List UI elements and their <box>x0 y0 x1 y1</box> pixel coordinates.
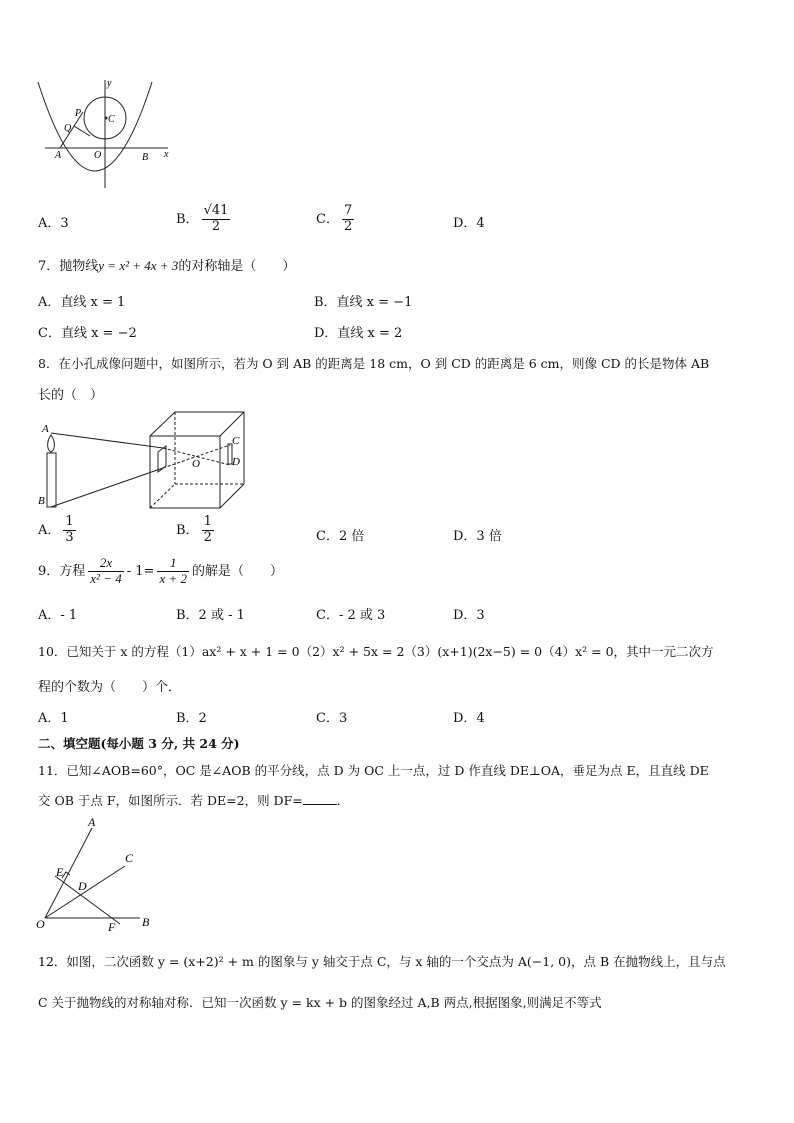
label-o: O <box>192 458 200 470</box>
label-p: P <box>75 108 82 119</box>
label-b: B <box>142 915 150 929</box>
q10-option-d[interactable]: D．4 <box>453 711 485 726</box>
label-b: B <box>38 495 45 507</box>
q7-option-a[interactable]: A．直线 x = 1 <box>38 295 126 310</box>
label-a: A <box>42 423 49 435</box>
q10-option-b[interactable]: B．2 <box>176 711 207 726</box>
q10-option-a[interactable]: A．1 <box>38 711 69 726</box>
label-o: O <box>36 917 45 931</box>
q8-stem-line1: 8．在小孔成像问题中，如图所示，若为 O 到 AB 的距离是 18 cm，O 到 CD 的距离是 6 cm，则像 CD 的长是物体 AB <box>38 356 710 371</box>
label-c: C <box>232 435 240 447</box>
label-d: D <box>232 456 240 468</box>
label-f: F <box>108 920 116 934</box>
label-a: A <box>88 815 96 829</box>
q12-stem-line2: C 关于抛物线的对称轴对称．已知一次函数 y = kx + b 的图象经过 A,B 两点,根据图象,则满足不等式 <box>38 995 602 1010</box>
label-c: C <box>125 851 134 865</box>
q8-option-a[interactable]: A． $\frac{1}{3}$ <box>38 514 74 545</box>
q9-stem: 9．方程 $\frac{2x}{\text{x² − 4}}$ - 1= $\frac{1}{x + 2}$ 的解是（ ） <box>38 555 283 586</box>
q7-option-d[interactable]: D．直线 x = 2 <box>314 326 403 341</box>
label-o: O <box>94 150 102 161</box>
line-ef <box>55 876 120 924</box>
q11-stem-line1: 11．已知∠AOB=60°，OC 是∠AOB 的平分线，点 D 为 OC 上一点，过 D 作直线 DE⊥OA，垂足为点 E，且直线 DE <box>38 763 709 778</box>
q8-option-d[interactable]: D．3 倍 <box>453 529 502 544</box>
q6-option-a[interactable]: A．3 <box>38 216 69 231</box>
q7-option-b[interactable]: B．直线 x = −1 <box>314 295 413 310</box>
q8-option-c[interactable]: C．2 倍 <box>316 529 365 544</box>
q7-option-c[interactable]: C．直线 x = −2 <box>38 326 137 341</box>
label-d: D <box>78 879 87 893</box>
q10-stem-line2: 程的个数为（ ）个． <box>38 680 182 695</box>
label-c: C <box>108 114 115 125</box>
q10-stem-line1: 10．已知关于 x 的方程（1）ax² + x + 1 = 0（2）x² + 5x = 2（3）(x+1)(2x−5) = 0（4）x² = 0，其中一元二次方 <box>38 644 714 659</box>
q6-option-d[interactable]: D．4 <box>453 216 485 231</box>
label-x: x <box>164 149 169 160</box>
label-a: A <box>55 150 62 161</box>
section-heading: 二、填空题(每小题 3 分, 共 24 分) <box>38 736 240 751</box>
q11-stem-line2: 交 OB 于点 F，如图所示．若 DE=2，则 DF= ． <box>38 793 350 808</box>
q12-stem-line1: 12．如图，二次函数 y = (x+2)² + m 的图象与 y 轴交于点 C，与 x 轴的一个交点为 A(−1, 0)，点 B 在抛物线上，且与点 <box>38 954 726 969</box>
q6-option-b[interactable]: B． $\frac{√41}{2}$ <box>176 203 229 234</box>
label-b: B <box>142 152 149 163</box>
q9-option-b[interactable]: B．2 或 - 1 <box>176 608 245 623</box>
q6-option-c[interactable]: C． $\frac{7}{2}$ <box>316 203 353 234</box>
q8-stem-line2: 长的（ ） <box>38 388 104 403</box>
ray-oa <box>45 828 92 918</box>
label-e: E <box>56 865 64 879</box>
q9-option-a[interactable]: A．- 1 <box>38 608 78 623</box>
q7-stem: 7．抛物线y = x² + 4x + 3的对称轴是（ ） <box>38 258 296 274</box>
label-q: Q <box>64 123 72 134</box>
q9-option-d[interactable]: D．3 <box>453 608 485 623</box>
q10-option-c[interactable]: C．3 <box>316 711 348 726</box>
label-y: y <box>107 78 112 89</box>
q9-option-c[interactable]: C．- 2 或 3 <box>316 608 386 623</box>
q8-option-b[interactable]: B． $\frac{1}{2}$ <box>176 514 212 545</box>
